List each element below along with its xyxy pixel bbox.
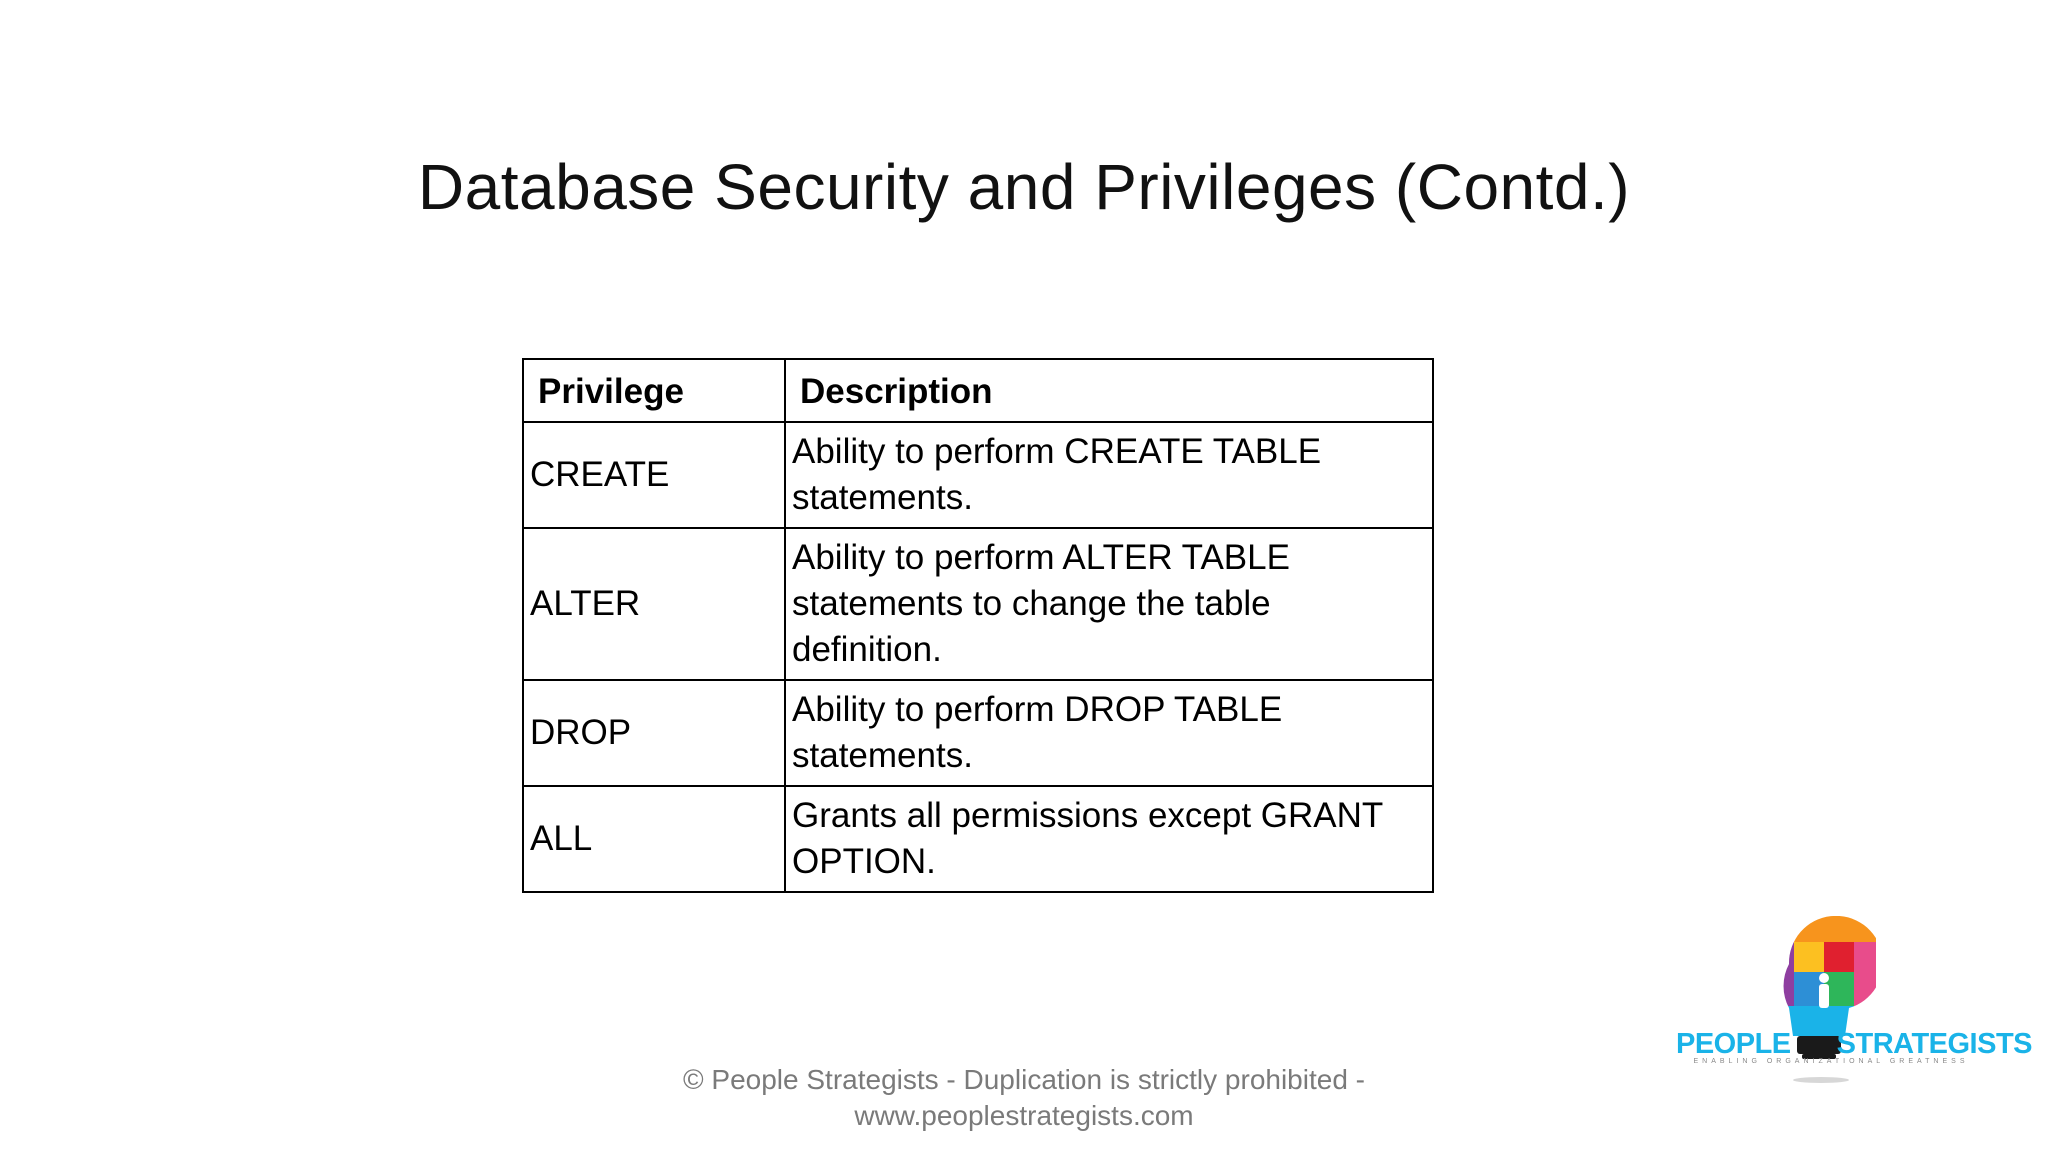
- puzzle-pink: [1854, 942, 1876, 1006]
- description-line: definition.: [792, 630, 942, 669]
- slide-title: Database Security and Privileges (Contd.): [417, 151, 1631, 223]
- table-row: [523, 528, 1433, 680]
- description-line: Ability to perform DROP TABLE: [792, 690, 1283, 729]
- logo-wordmark: [1676, 1028, 2033, 1061]
- header-description: Description: [785, 359, 1433, 422]
- table-row: [523, 422, 1433, 528]
- table-row: [523, 680, 1433, 786]
- table-row: [523, 786, 1433, 892]
- privilege-cell: DROP: [523, 680, 785, 786]
- description-cell: [785, 528, 1433, 680]
- description-line: Ability to perform ALTER TABLE: [792, 538, 1290, 577]
- description-line: statements to change the table: [792, 584, 1271, 623]
- puzzle-purple: [1772, 942, 1794, 1006]
- footer-line-1: © People Strategists - Duplication is strictly prohibited -: [682, 1064, 1366, 1095]
- puzzle-red: [1824, 942, 1854, 972]
- description-line: OPTION.: [792, 842, 936, 881]
- header-privilege: Privilege: [523, 359, 785, 422]
- people-strategists-logo: [1676, 912, 2033, 1088]
- table-header-row: [523, 359, 1433, 422]
- privilege-cell: ALL: [523, 786, 785, 892]
- description-cell: [785, 422, 1433, 528]
- puzzle-yellow: [1794, 942, 1824, 972]
- person-body: [1819, 984, 1829, 1008]
- privileges-table: [522, 358, 1434, 893]
- privilege-cell: ALTER: [523, 528, 785, 680]
- logo-tagline: ENABLING ORGANIZATIONAL GREATNESS: [1693, 1058, 1969, 1065]
- description-line: Grants all permissions except GRANT: [792, 796, 1384, 835]
- description-line: statements.: [792, 736, 973, 775]
- privilege-cell: CREATE: [523, 422, 785, 528]
- description-line: Ability to perform CREATE TABLE: [792, 432, 1322, 471]
- description-cell: [785, 786, 1433, 892]
- description-cell: [785, 680, 1433, 786]
- logo-word-people: PEOPLE: [1676, 1028, 1791, 1060]
- footer-line-2: www.peoplestrategists.com: [854, 1100, 1194, 1131]
- puzzle-orange: [1772, 916, 1876, 942]
- description-line: statements.: [792, 478, 973, 517]
- person-head: [1819, 973, 1829, 983]
- logo-word-strategists: STRATEGISTS: [1836, 1028, 2033, 1060]
